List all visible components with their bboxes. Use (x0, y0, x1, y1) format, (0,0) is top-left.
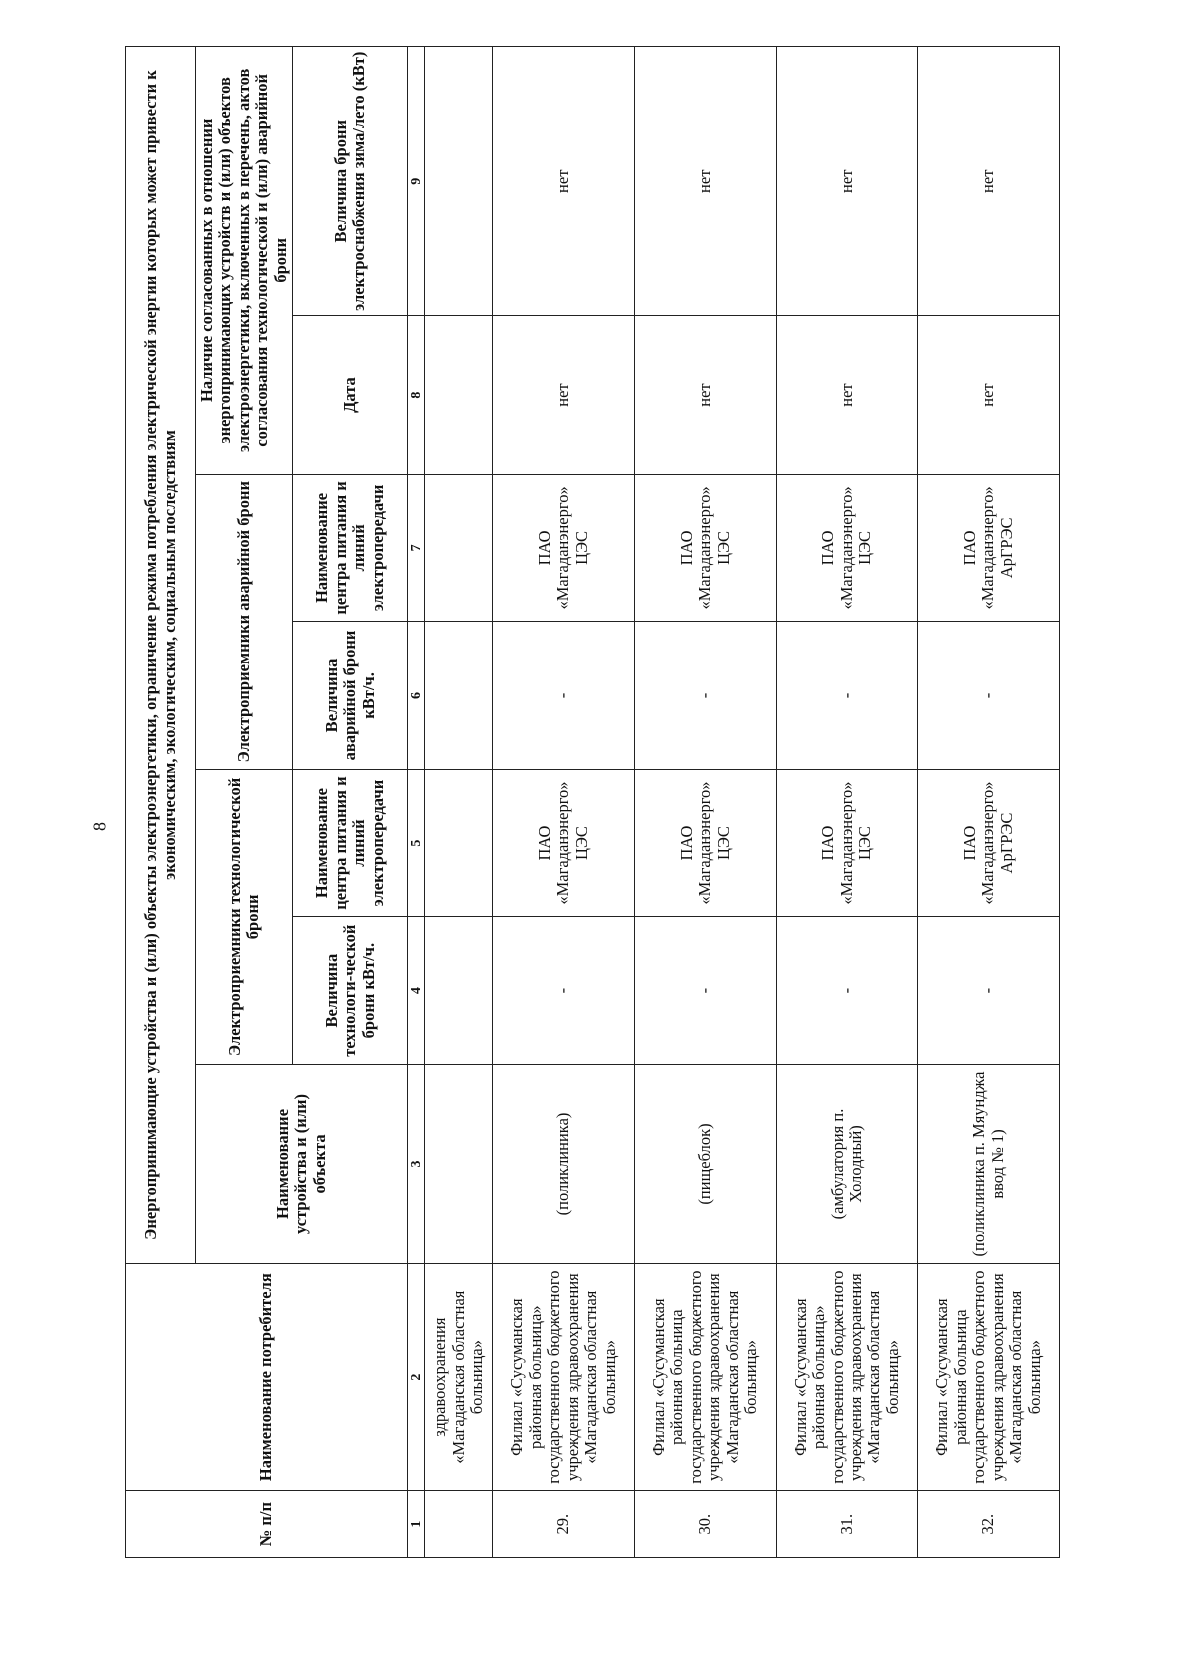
header-emerg-center: Наименование центра питания и линий электропередачи (293, 474, 408, 622)
header-group-emerg: Электроприемники аварийной брони (196, 474, 293, 769)
table-row (493, 47, 635, 1558)
row-num: 29. (493, 1491, 635, 1558)
row-emerg-value (425, 622, 493, 770)
row-consumer: Филиал «Сусуманская районная больница государственного бюджетного учреждения здравоохранения «Магаданская областная больница» (918, 1264, 1060, 1491)
row-emerg-center: ПАО «Магаданэнерго» ЦЭС (776, 474, 918, 622)
row-consumer: Филиал «Сусуманская районная больница государственного бюджетного учреждения здравоохранения «Магаданская областная больница» (635, 1264, 777, 1491)
row-tech-value (425, 917, 493, 1065)
row-consumer: Филиал «Сусуманская районная больница» государственного бюджетного учреждения здравоохранения «Магаданская областная больница» (776, 1264, 918, 1491)
row-device (425, 1064, 493, 1263)
row-emerg-value: - (493, 622, 635, 770)
col-number: 8 (408, 316, 425, 474)
row-num: 32. (918, 1491, 1060, 1558)
header-acts-value: Величина брони электроснабжения зима/лето (кВт) (293, 47, 408, 317)
row-device: (поликлиника) (493, 1064, 635, 1263)
col-number: 9 (408, 47, 425, 317)
header-num: № п/п (126, 1491, 408, 1558)
row-num: 30. (635, 1491, 777, 1558)
reservation-table (125, 46, 1060, 1558)
row-emerg-center (425, 474, 493, 622)
header-group-main: Энергопринимающие устройства и (или) объекты электроэнергетики, ограничение режима потребления электрической энергии которых может привести к экономическим, экологическим, социальным последствиям (126, 47, 196, 1264)
row-tech-center: ПАО «Магаданэнерго» ЦЭС (776, 769, 918, 917)
row-date: нет (776, 316, 918, 474)
row-consumer: здравоохранения «Магаданская областная больница» (425, 1264, 493, 1491)
row-value (425, 47, 493, 317)
row-device: (амбулатория п. Холодный) (776, 1064, 918, 1263)
col-number: 3 (408, 1064, 425, 1263)
row-tech-center: ПАО «Магаданэнерго» АрГРЭС (918, 769, 1060, 917)
row-tech-center (425, 769, 493, 917)
header-emerg-value: Величина аварийной брони кВт/ч. (293, 622, 408, 770)
row-tech-value: - (918, 917, 1060, 1065)
row-tech-center: ПАО «Магаданэнерго» ЦЭС (635, 769, 777, 917)
row-tech-value: - (776, 917, 918, 1065)
table-row (425, 47, 493, 1558)
header-tech-value: Величина технологи-ческой брони кВт/ч. (293, 917, 408, 1065)
row-tech-value: - (635, 917, 777, 1065)
col-number: 4 (408, 917, 425, 1065)
col-number: 2 (408, 1264, 425, 1491)
row-emerg-center: ПАО «Магаданэнерго» ЦЭС (493, 474, 635, 622)
row-emerg-value: - (918, 622, 1060, 770)
row-device: (поликлиника п. Мяунджа ввод № 1) (918, 1064, 1060, 1263)
row-value: нет (635, 47, 777, 317)
header-device: Наименование устройства и (или) объекта (196, 1064, 408, 1263)
header-acts-date: Дата (293, 316, 408, 474)
col-number: 5 (408, 769, 425, 917)
row-value: нет (776, 47, 918, 317)
row-emerg-value: - (776, 622, 918, 770)
row-tech-value: - (493, 917, 635, 1065)
row-date: нет (493, 316, 635, 474)
table-row (918, 47, 1060, 1558)
col-number: 7 (408, 474, 425, 622)
row-tech-center: ПАО «Магаданэнерго» ЦЭС (493, 769, 635, 917)
header-group-acts: Наличие согласованных в отношении энергопринимающих устройств и (или) объектов электроэнергетики, включенных в перечень, актов согласования технологической и (или) аварийной брони (196, 47, 293, 475)
row-date (425, 316, 493, 474)
header-row-1 (126, 47, 196, 1558)
row-value: нет (493, 47, 635, 317)
header-tech-center: Наименование центра питания и линий электропередачи (293, 769, 408, 917)
row-emerg-value: - (635, 622, 777, 770)
row-date: нет (918, 316, 1060, 474)
table-row (635, 47, 777, 1558)
row-device: (пищеблок) (635, 1064, 777, 1263)
page-number: 8 (89, 822, 110, 831)
row-date: нет (635, 316, 777, 474)
rotated-table-wrapper (125, 46, 1060, 1558)
row-consumer: Филиал «Сусуманская районная больница» государственного бюджетного учреждения здравоохранения «Магаданская областная больница» (493, 1264, 635, 1491)
col-number: 1 (408, 1491, 425, 1558)
header-group-tech: Электроприемники технологической брони (196, 769, 293, 1064)
row-value: нет (918, 47, 1060, 317)
row-num: 31. (776, 1491, 918, 1558)
row-num (425, 1491, 493, 1558)
col-number: 6 (408, 622, 425, 770)
table-row (776, 47, 918, 1558)
header-consumer: Наименование потребителя (126, 1264, 408, 1491)
row-emerg-center: ПАО «Магаданэнерго» ЦЭС (635, 474, 777, 622)
row-emerg-center: ПАО «Магаданэнерго» АрГРЭС (918, 474, 1060, 622)
column-number-row (408, 47, 425, 1558)
